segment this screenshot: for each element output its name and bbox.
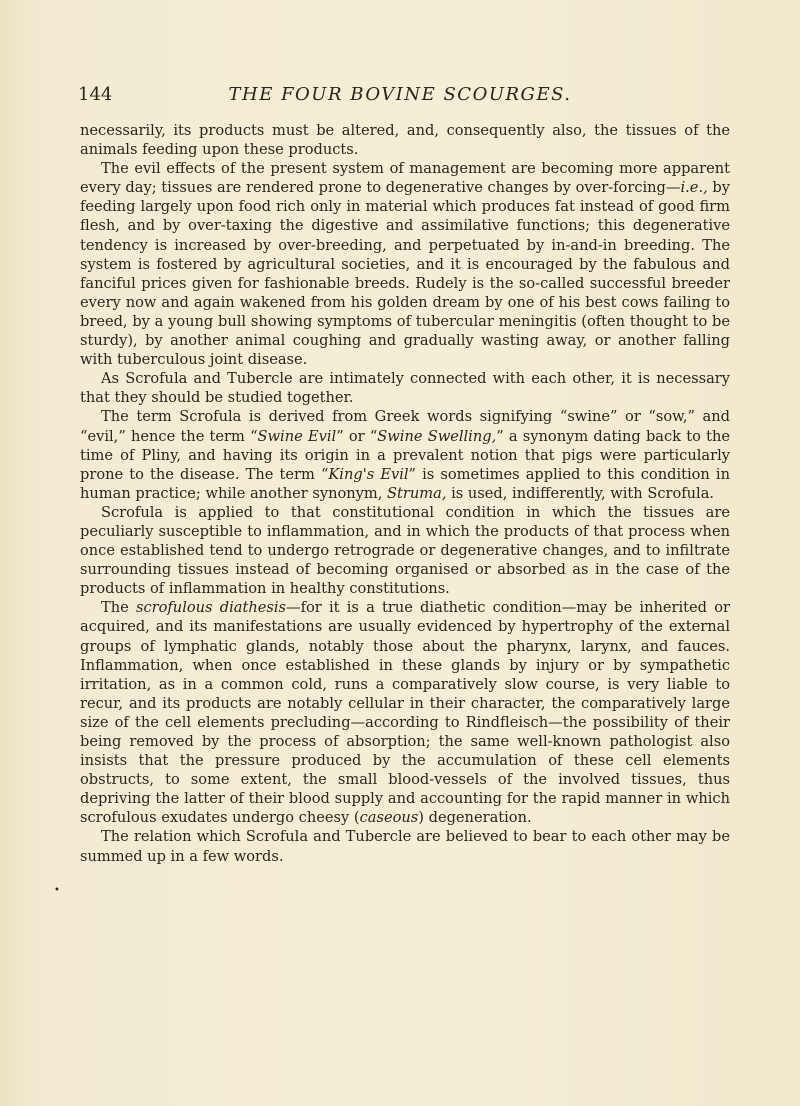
text-run: necessarily, its products must be altered, and, consequently also, the tissues of the animals feeding upon these products. — [80, 122, 730, 159]
text-run: ” or “ — [336, 427, 378, 445]
paragraph — [80, 159, 730, 369]
page-number: 144 — [78, 84, 113, 105]
text-run: is used, indifferently, with Scrofula. — [446, 484, 715, 502]
text-run: Scrofula is applied to that constitutional condition in which the tissues are peculiarly susceptible to inflammation, and in which the products of that process when once established tend to undergo retrograde or degenerative changes, and to infiltrate surrounding tissues instead of becoming organised or absorbed as in the case of the products of inflammation in healthy constitutions. — [80, 503, 730, 598]
paragraph — [80, 598, 730, 827]
text-run: —for it is a true diathetic condition—may be inherited or acquired, and its manifestations are usually evidenced by hypertrophy of the external groups of lymphatic glands, notably those about the pharynx, larynx, and fauces. Inflammation, when once established in these glands by injury or by sympathetic irritation, as in a common cold, runs a comparatively slow course, is very liable to recur, and its products are notably cellular in their character, the comparatively large size of the cell elements precluding—according to Rindfleisch—the possibility of their being removed by the process of absorption; the same well-known pathologist also insists that the pressure produced by the accumulation of these cell elements obstructs, to some extent, the small blood-vessels of the involved tissues, thus depriving the latter of their blood supply and accounting for the rapid manner in which scrofulous exudates undergo cheesy ( — [80, 599, 730, 827]
italic-text: scrofulous diathesis — [135, 599, 287, 617]
paragraph — [80, 369, 730, 407]
italic-text: Swine Evil — [257, 427, 337, 445]
text-run: The evil effects of the present system of management are becoming more apparent every day; tissues are rendered prone to degenerative changes by over-forcing— — [80, 160, 730, 197]
text-run: ” a synonym dating back to the time of Pliny, and having its origin in a prevalent notion that pigs were particularly prone to the disease. The term “ — [80, 427, 730, 483]
paragraph — [80, 827, 730, 865]
italic-text: Swine Swelling, — [377, 427, 497, 445]
text-run: The relation which Scrofula and Tubercle are believed to bear to each other may be summed up in a few words. — [80, 828, 730, 865]
paragraph — [80, 407, 730, 502]
running-title: THE FOUR BOVINE SCOURGES. — [228, 84, 572, 105]
paragraph — [80, 121, 730, 159]
body-text — [80, 121, 730, 866]
text-run: As Scrofula and Tubercle are intimately connected with each other, it is necessary that they should be studied together. — [80, 370, 730, 407]
text-run: The — [101, 599, 136, 617]
text-run: ) degeneration. — [418, 809, 532, 827]
italic-text: Struma, — [387, 484, 447, 502]
text-run: ” is sometimes applied to this condition in human practice; while another synonym, — [80, 465, 730, 502]
page-header — [78, 84, 722, 108]
paragraph — [80, 503, 730, 598]
text-run: by feeding largely upon food rich only in material which produces fat instead of good firm flesh, and by over-taxing the digestive and assimilative functions; this degenerative tendency is increased by over-breeding, and perpetuated by in-and-in breeding. The system is fostered by agricultural societies, and it is encouraged by the fabulous and fanciful prices given for fashionable breeds. Rudely is the so-called successful breeder every now and again wakened from his golden dream by one of his best cows failing to breed, by a young bull showing symptoms of tubercular meningitis (often thought to be sturdy), by another animal coughing and gradually wasting away, or another falling with tuberculous joint disease. — [80, 179, 730, 369]
italic-text: caseous — [359, 809, 419, 827]
margin-mark: • — [54, 885, 60, 896]
italic-text: i.e., — [680, 179, 708, 197]
italic-text: King's Evil — [328, 465, 409, 483]
text-run: The term Scrofula is derived from Greek words signifying “swine” or “sow,” and “evil,” hence the term “ — [80, 408, 730, 445]
